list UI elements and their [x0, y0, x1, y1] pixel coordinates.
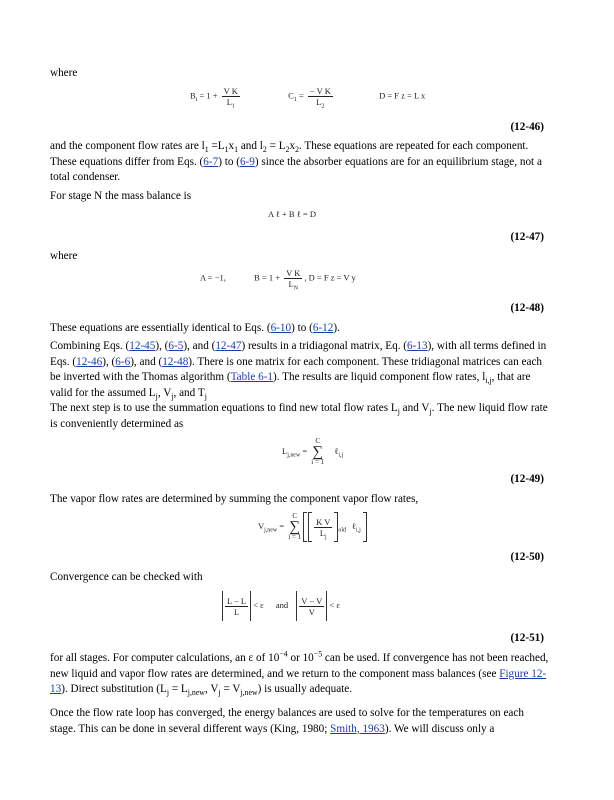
- equation-12-51: $\frac{L - L}{L}$ < ε and $\frac{V - V}{V}$ < ε: [222, 591, 340, 621]
- equation-number-12-49: (12-49): [510, 473, 544, 485]
- link-eq-6-13[interactable]: 6-13: [407, 340, 428, 352]
- link-eq-12-45[interactable]: 12-45: [129, 340, 156, 352]
- where-label-2: where: [50, 250, 78, 262]
- paragraph-component-flow-rates: and the component flow rates are $l_1 =L_1x_1$ and $l_2 = L_2x_2$. These equations are repeated for each component. These equations differ from Eqs. (6-7) to (6-9) since the absorber equations are for an equilibrium stage, not a total condenser.: [50, 140, 542, 183]
- paragraph-vapor: The vapor flow rates are determined by summing the component vapor flow rates,: [50, 493, 419, 505]
- paragraph-next-step: The next step is to use the summation equations to find new total flow rates $L_j$ and $V_j$. The new liquid flow rate is conveniently determined as: [50, 402, 548, 430]
- link-eq-6-9[interactable]: 6-9: [239, 155, 255, 168]
- link-eq-6-10[interactable]: 6-10: [270, 322, 292, 334]
- link-table-6-1[interactable]: Table 6-1: [230, 371, 274, 383]
- paragraph-identical: These equations are essentially identical to Eqs. (6-10) to (6-12).: [50, 322, 340, 334]
- link-eq-6-5[interactable]: 6-5: [168, 340, 184, 352]
- link-eq-6-6[interactable]: 6-6: [115, 355, 131, 368]
- link-eq-6-12[interactable]: 6-12: [312, 322, 334, 334]
- paragraph-combining: Combining Eqs. (12-45), (6-5), and (12-47) results in a tridiagonal matrix, Eq. (6-13), with all terms defined in Eqs. (12-46), (6-6), and (12-48). There is one matrix for each component. These tridiagonal matrices can each be inverted with the Thomas algorithm (Table 6-1). The results are liquid component flow rates, $l_{i,j}$, that are valid for the assumed $L_j$, $V_j$, and $T_j$: [50, 340, 547, 401]
- equation-number-12-51: (12-51): [510, 632, 544, 644]
- link-eq-12-48[interactable]: 12-48: [162, 355, 189, 368]
- paragraph-all-stages: for all stages. For computer calculations, an ε of $10^{-4}$ or $10^{-5}$ can be used. If convergence has not been reached, new liquid and vapor flow rates are determined, and we return to the component mass balances (see Figure 12-13). Direct substitution ($L_j = L_{j,new}$, $V_j = V_{j,new}$) is usually adequate.: [50, 649, 549, 698]
- equation-number-12-47: (12-47): [510, 231, 544, 243]
- link-figure-12-13[interactable]: Figure 12-13: [50, 667, 547, 695]
- link-smith-1963[interactable]: Smith, 1963: [330, 722, 385, 735]
- equation-number-12-50: (12-50): [510, 551, 544, 563]
- equation-12-49: $L_{j,new} = C$ ∑ i = 1 ℓ$_{i,j}$: [282, 437, 344, 466]
- paragraph-convergence: Convergence can be checked with: [50, 571, 203, 583]
- link-eq-12-47[interactable]: 12-47: [215, 340, 242, 352]
- where-label-1: where: [50, 67, 78, 79]
- paragraph-once-converged: Once the flow rate loop has converged, the energy balances are used to solve for the temperatures on each stage. This can be done in several different ways (King, 1980; Smith, 1963). We will discuss only a: [50, 707, 524, 735]
- equation-number-12-48: (12-48): [510, 302, 544, 314]
- equation-number-12-46: (12-46): [510, 121, 544, 133]
- link-eq-12-46[interactable]: 12-46: [76, 355, 103, 368]
- equation-12-48: A = −1, B = 1 + $\frac{\text{V K}}{L_N}$ , D = F z = V y: [200, 268, 356, 292]
- equation-12-46: $B_i = 1$ + $\frac{\text{V K}}{L_1}$ $C_1$ = $\frac{\text{− V K}}{L_2}$ D = F z = L x: [190, 86, 426, 110]
- paragraph-stage-n: For stage N the mass balance is: [50, 190, 192, 202]
- equation-12-47: A ℓ + B ℓ = D: [268, 209, 316, 219]
- link-eq-6-7[interactable]: 6-7: [203, 155, 219, 168]
- equation-12-50: $V_{j,new} = C$ ∑ i = 1 $\frac{\text{K V}}{L_j}$ $_{old}$ ℓ$_{i,j}$: [258, 512, 367, 542]
